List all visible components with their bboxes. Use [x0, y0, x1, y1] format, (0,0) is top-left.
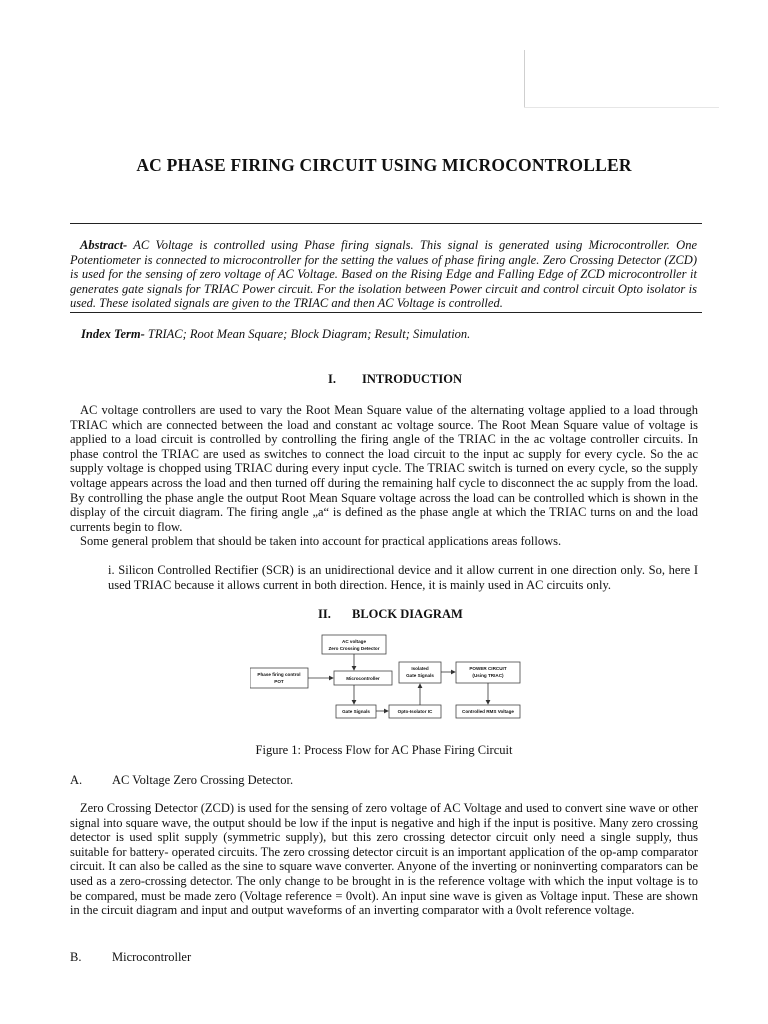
abstract [70, 238, 697, 311]
index-terms [81, 327, 681, 342]
pot-label-1: Phase firing control [257, 672, 301, 677]
subsection-title: Microcontroller [112, 950, 192, 964]
intro-paragraphs [70, 403, 698, 549]
micro-label: Microcontroller [346, 676, 380, 681]
section-heading-block-diagram [318, 607, 463, 622]
index-terms-text: TRIAC; Root Mean Square; Block Diagram; Result; Simulation. [144, 327, 471, 341]
isolated-label-2: Gate Signals [406, 673, 434, 678]
intro-paragraph-1-text: AC voltage controllers are used to vary the Root Mean Square value of the alternating voltage applied to a load through TRIAC which are connected between the load and constant ac voltage source. The Root Mean Square value of voltage is applied to a load circuit is controlled by controlling the firing angle of the TRIAC in the ac voltage controller circuits. In phase control the TRIAC are used as switches to connect the load circuit to the input ac supply for every cycle. So the ac supply voltage is chopped using TRIAC during every input cycle. The TRIAC switch is turned on every cycle, so the supply voltage appears across the load and then turned off during the remaining half cycle to disconnect the ac supply from the load. By controlling the phase angle the output Root Mean Square voltage across the load can be controlled which is shown in the display of the circuit diagram. The firing angle „a“ is defined as the phase angle at which the TRIAC turns on and the load currents begin to flow. [70, 403, 698, 534]
corner-mark-horizontal [524, 107, 719, 108]
ac-zcd-block [322, 635, 386, 654]
section-number: II. [318, 607, 331, 621]
power-label-1: POWER CIRCUIT [469, 666, 507, 671]
pot-label-2: POT [274, 679, 284, 684]
abstract-top-rule [70, 223, 702, 224]
section-title: BLOCK DIAGRAM [352, 607, 463, 621]
section-title: INTRODUCTION [362, 372, 463, 386]
corner-mark-vertical [524, 50, 525, 108]
power-label-2: (Using TRIAC) [472, 673, 504, 678]
figure-caption: Figure 1: Process Flow for AC Phase Firing Circuit [255, 743, 513, 757]
subsection-number: B. [70, 950, 82, 964]
subsection-number: A. [70, 773, 83, 787]
scr-list-item: i. Silicon Controlled Rectifier (SCR) is an unidirectional device and it allow current in one direction only. So, here I used TRIAC because it allows current in both direction. Hence, it is mainly used in AC circuits only. [108, 563, 698, 592]
block-diagram [250, 633, 530, 738]
abstract-text: AC Voltage is controlled using Phase firing signals. This signal is generated using Microcontroller. One Potentiometer is connected to microcontroller for the setting the values of phase firing angle. Zero Crossing Detector (ZCD) is used for the sensing of zero voltage of AC Voltage. Based on the Rising Edge and Falling Edge of ZCD microcontroller it generates gate signals for TRIAC Power circuit. For the isolation between Power circuit and control circuit Opto isolator is used. These isolated signals are given to the TRIAC and then AC Voltage is controlled. [70, 238, 697, 311]
paper-title: AC PHASE FIRING CIRCUIT USING MICROCONTROLLER [136, 155, 632, 175]
intro-paragraph-1 [70, 403, 698, 534]
gate-label: Gate Signals [342, 709, 370, 714]
opto-label: Opto-Isolator IC [397, 709, 433, 714]
intro-paragraph-2 [70, 534, 698, 549]
subsection-heading-a [70, 773, 293, 788]
section-heading-introduction [328, 372, 462, 387]
rms-label: Controlled RMS Voltage [462, 709, 514, 714]
zcd-paragraph [70, 801, 698, 918]
abstract-bottom-rule [70, 312, 702, 313]
index-terms-label: Index Term- [81, 327, 145, 341]
ac-zcd-label-2: Zero Crossing Detector [328, 646, 380, 651]
ac-zcd-label-1: AC voltage [342, 639, 366, 644]
intro-paragraph-2-text: Some general problem that should be taken into account for practical applications areas follows. [80, 534, 562, 549]
zcd-paragraph-text: Zero Crossing Detector (ZCD) is used for the sensing of zero voltage of AC Voltage and used to convert sine wave or other signal into square wave, the output should be low if the input is negative and high if the input is positive. Many zero crossing detector is used split supply (symmetric supply), but this zero crossing detector circuit only need a single supply, thus suitable for battery- operated circuits. The zero crossing detector circuit is an important application of the op-amp comparator circuit. It can also be called as the sine to square wave converter. Anyone of the inverting or noninverting comparators can be used as a zero-crossing detector. The only change to be brought in is the reference voltage with which the input voltage is to be compared, must be made zero (Voltage reference = 0volt). An input sine wave is given as Voltage input. These are shown in the circuit diagram and input and output waveforms of an inverting comparator with a 0volt reference voltage. [70, 801, 699, 918]
pot-block [250, 668, 308, 688]
isolated-label-1: Isolated [411, 666, 429, 671]
section-number: I. [328, 372, 336, 386]
abstract-label: Abstract- [80, 238, 128, 252]
subsection-title: AC Voltage Zero Crossing Detector. [112, 773, 294, 787]
subsection-heading-b [70, 950, 191, 965]
